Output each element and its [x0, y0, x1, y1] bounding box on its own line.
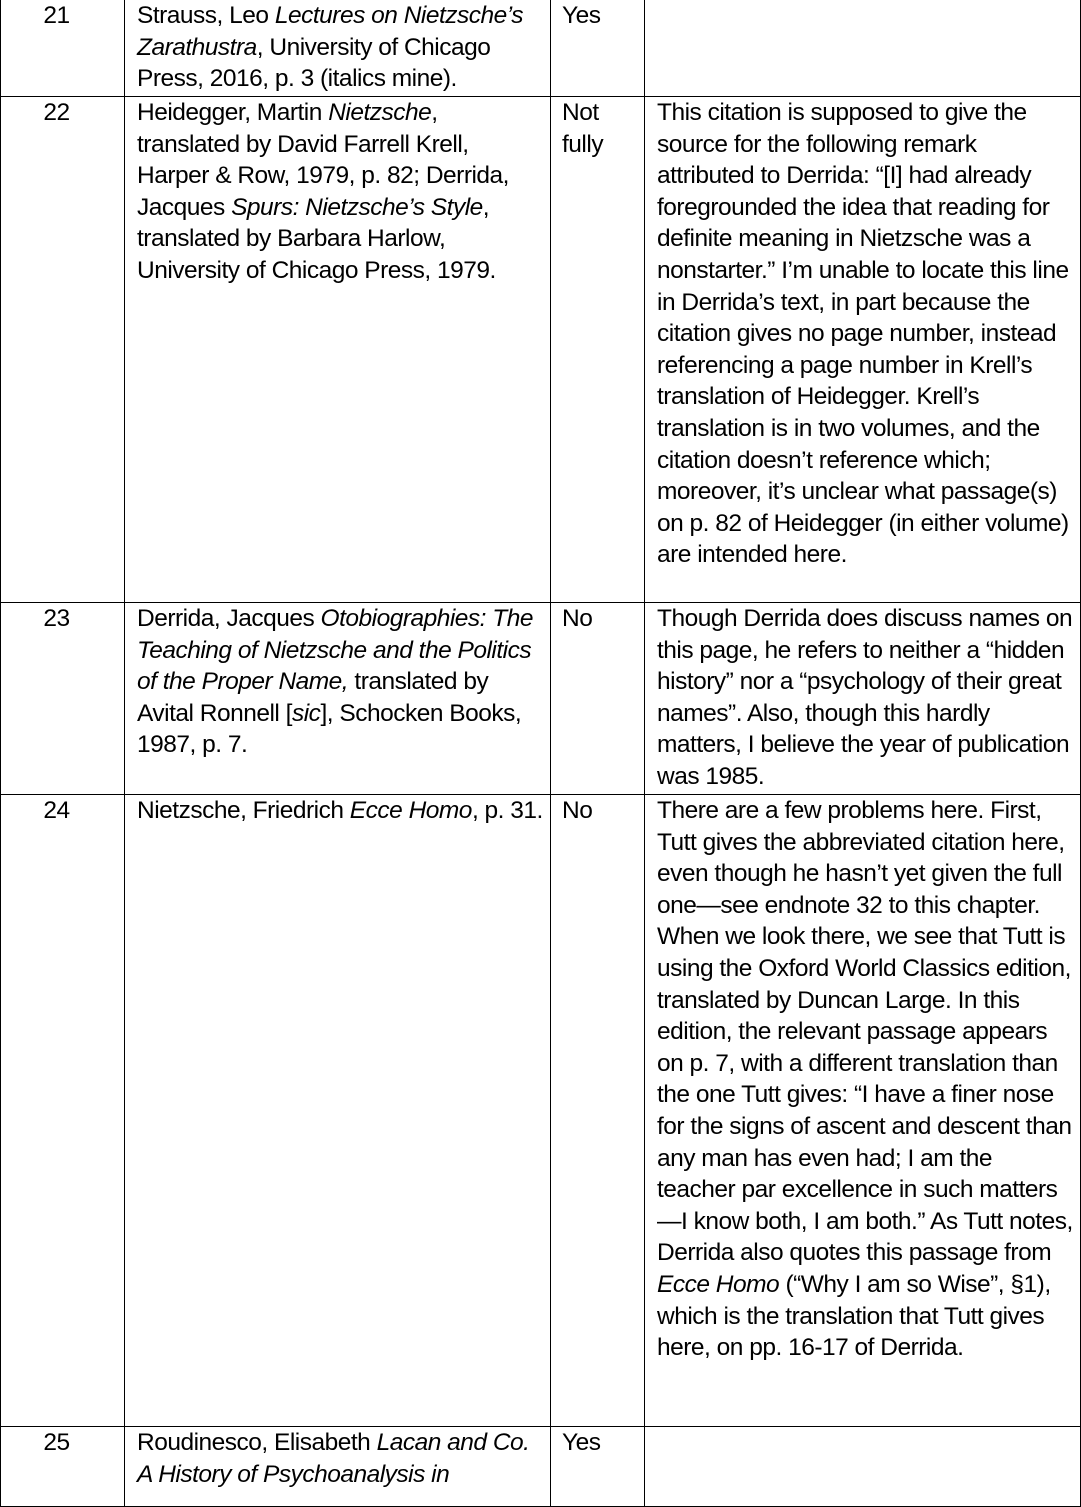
verified-status: Yes	[551, 1427, 645, 1507]
endnote-number: 23	[1, 603, 125, 795]
table-row	[1, 603, 1081, 795]
table-row	[1, 97, 1081, 603]
note-text: Though Derrida does discuss names on this page, he refers to neither a “hidden history” nor a “psychology of their great names”. Also, though this hardly matters, I believe the year of publication was 1985.	[645, 603, 1081, 795]
italic-title: Spurs: Nietzsche’s Style	[231, 193, 483, 221]
citation-text: Heidegger, Martin Nietzsche, translated by David Farrell Krell, Harper & Row, 1979, p. 82; Derrida, Jacques Spurs: Nietzsche’s Style, translated by Barbara Harlow, University of Chicago Press, 1979.	[125, 97, 551, 603]
table-row	[1, 795, 1081, 1427]
citation-text: Strauss, Leo Lectures on Nietzsche’s Zarathustra, University of Chicago Press, 2016, p. 3 (italics mine).	[125, 0, 551, 97]
endnote-number: 25	[1, 1427, 125, 1507]
note-text: This citation is supposed to give the source for the following remark attributed to Derrida: “[I] had already foregrounded the idea that reading for definite meaning in Nietzsche was a nonstarter.” I’m unable to locate this line in Derrida’s text, in part because the citation gives no page number, instead referencing a page number in Krell’s translation of Heidegger. Krell’s translation is in two volumes, and the citation doesn’t reference which; moreover, it’s unclear what passage(s) on p. 82 of Heidegger (in either volume) are intended here.	[645, 97, 1081, 603]
citation-text: Roudinesco, Elisabeth Lacan and Co. A History of Psychoanalysis in	[125, 1427, 551, 1507]
verified-status: Not fully	[551, 97, 645, 603]
table-row	[1, 1427, 1081, 1507]
endnote-number: 24	[1, 795, 125, 1427]
italic-title: Lacan and Co. A History of Psychoanalysis in	[137, 1429, 530, 1488]
verified-status: No	[551, 603, 645, 795]
verified-status: Yes	[551, 0, 645, 97]
italic-title: Otobiographies: The Teaching of Nietzsche and the Politics of the Proper Name,	[137, 605, 534, 696]
endnote-number: 22	[1, 97, 125, 603]
italic-title: Ecce Homo	[657, 1270, 780, 1298]
note-text: There are a few problems here. First, Tutt gives the abbreviated citation here, even though he hasn’t yet given the full one—see endnote 32 to this chapter. When we look there, we see that Tutt is using the Oxford World Classics edition, translated by Duncan Large. In this edition, the relevant passage appears on p. 7, with a different translation than the one Tutt gives: “I have a finer nose for the signs of ascent and descent than any man has even had; I am the teacher par excellence in such matters—I know both, I am both.” As Tutt notes, Derrida also quotes this passage from Ecce Homo (“Why I am so Wise”, §1), which is the translation that Tutt gives here, on pp. 16-17 of Derrida.	[645, 795, 1081, 1427]
italic-title: Ecce Homo	[349, 797, 472, 824]
citation-text: Derrida, Jacques Otobiographies: The Teaching of Nietzsche and the Politics of the Proper Name, translated by Avital Ronnell [sic], Schocken Books, 1987, p. 7.	[125, 603, 551, 795]
citation-text: Nietzsche, Friedrich Ecce Homo, p. 31.	[125, 795, 551, 1427]
note-text	[645, 0, 1081, 97]
italic-title: sic	[291, 699, 321, 727]
table-row	[1, 0, 1081, 97]
endnote-number: 21	[1, 0, 125, 97]
italic-title: Lectures on Nietzsche’s Zarathustra	[137, 2, 524, 61]
note-text	[645, 1427, 1081, 1507]
italic-title: Nietzsche	[328, 99, 432, 126]
verified-status: No	[551, 795, 645, 1427]
